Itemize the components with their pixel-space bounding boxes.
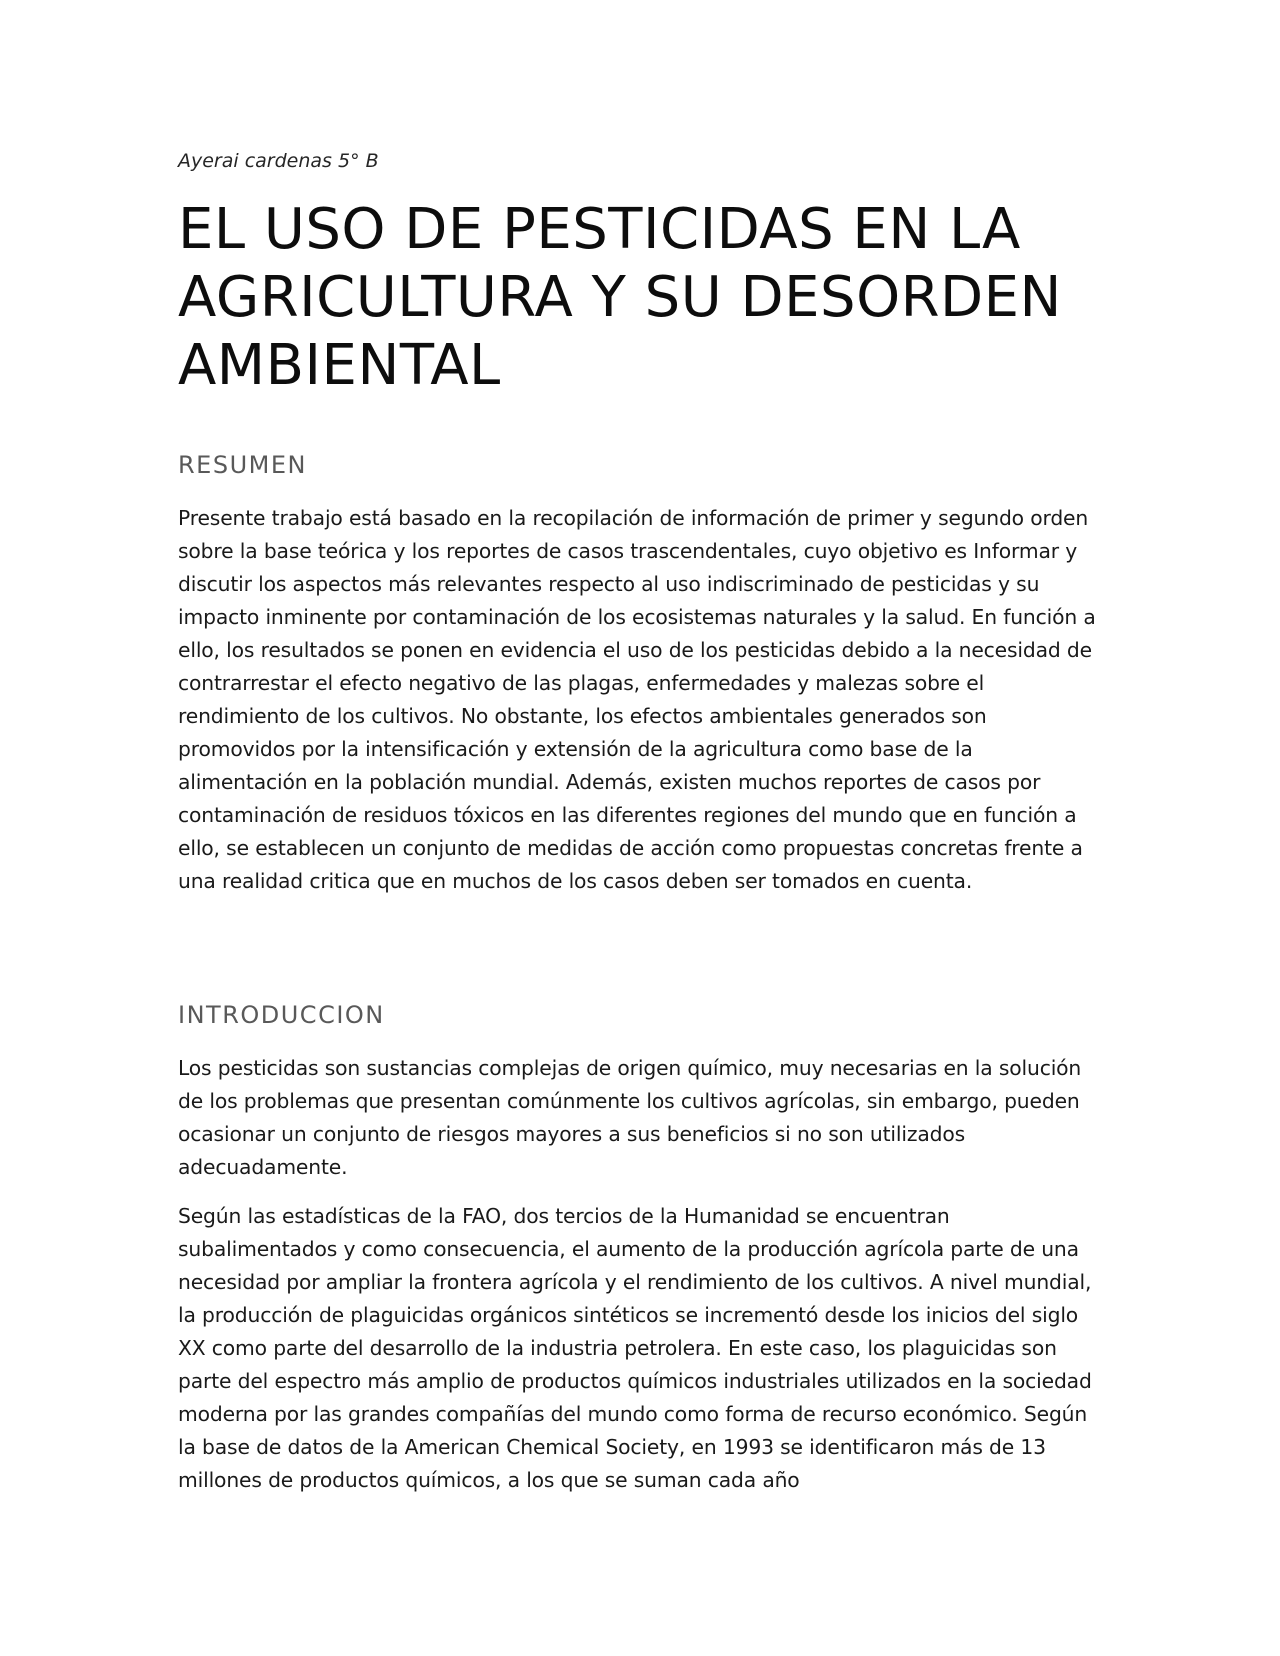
- section-heading-introduccion: INTRODUCCION: [178, 1001, 385, 1029]
- introduccion-paragraph-1: Los pesticidas son sustancias complejas de origen químico, muy necesarias en la solución de los problemas que presentan comúnmente los cultivos agrícolas, sin embargo, pueden ocasionar un conjunto de riesgos mayores a sus beneficios si no son utilizados adecuadamente.: [178, 1056, 1082, 1179]
- resumen-paragraph: Presente trabajo está basado en la recopilación de información de primer y segundo orden sobre la base teórica y los reportes de casos trascendentales, cuyo objetivo es Informar y discutir los aspectos más relevantes respecto al uso indiscriminado de pesticidas y su impacto inminente por contaminación de los ecosistemas naturales y la salud. En función a ello, los resultados se ponen en evidencia el uso de los pesticidas debido a la necesidad de contrarrestar el efecto negativo de las plagas, enfermedades y malezas sobre el rendimiento de los cultivos. No obstante, los efectos ambientales generados son promovidos por la intensificación y extensión de la agricultura como base de la alimentación en la población mundial. Además, existen muchos reportes de casos por contaminación de residuos tóxicos en las diferentes regiones del mundo que en función a ello, se establecen un conjunto de medidas de acción como propuestas concretas frente a una realidad critica que en muchos de los casos deben ser tomados en cuenta.: [178, 506, 1096, 893]
- document-title: EL USO DE PESTICIDAS EN LA AGRICULTURA Y SU DESORDEN AMBIENTAL: [178, 197, 1062, 398]
- section-heading-resumen: RESUMEN: [178, 451, 307, 479]
- author-line: Ayerai cardenas 5° B: [178, 150, 379, 172]
- introduccion-paragraph-2: Según las estadísticas de la FAO, dos tercios de la Humanidad se encuentran subalimentados y como consecuencia, el aumento de la producción agrícola parte de una necesidad por ampliar la frontera agrícola y el rendimiento de los cultivos. A nivel mundial, la producción de plaguicidas orgánicos sintéticos se incrementó desde los inicios del siglo XX como parte del desarrollo de la industria petrolera. En este caso, los plaguicidas son parte del espectro más amplio de productos químicos industriales utilizados en la sociedad moderna por las grandes compañías del mundo como forma de recurso económico. Según la base de datos de la American Chemical Society, en 1993 se identificaron más de 13 millones de productos químicos, a los que se suman cada año: [178, 1204, 1092, 1492]
